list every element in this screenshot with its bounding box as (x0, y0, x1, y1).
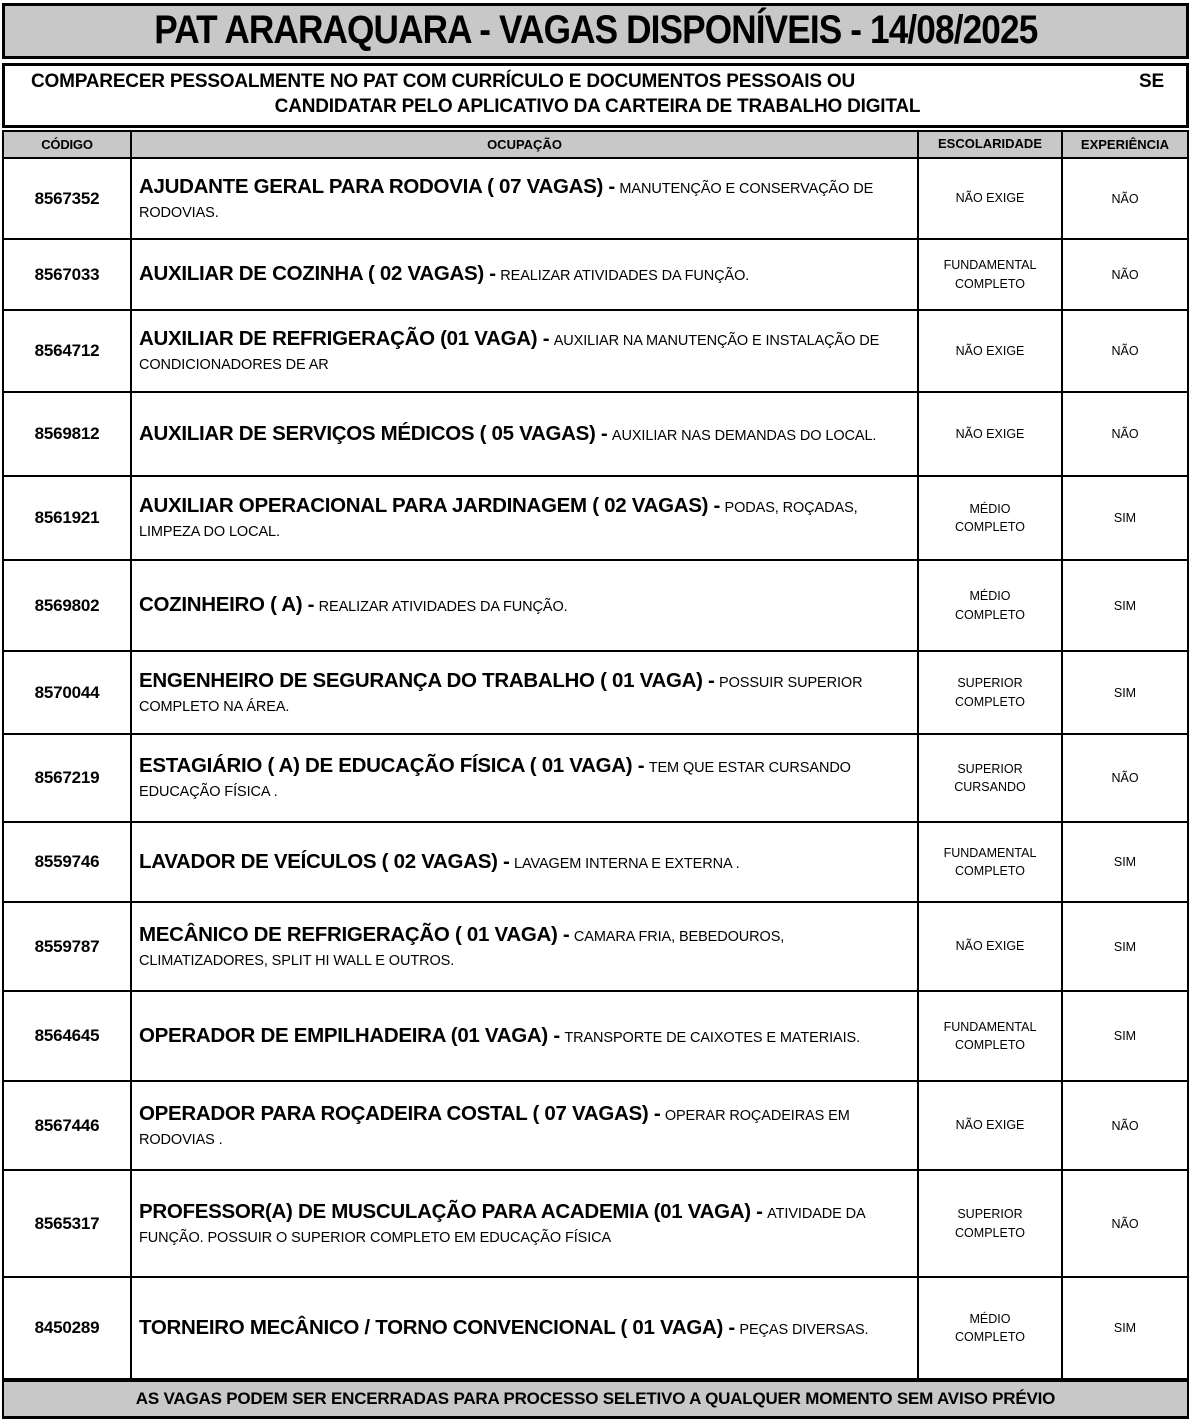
notice-line-1 (31, 71, 1164, 93)
job-occupation-text (139, 848, 740, 877)
job-education-value: NÃO EXIGE (955, 939, 1025, 954)
header-experiencia: EXPERIÊNCIA (1063, 132, 1187, 157)
job-education-cell (919, 1278, 1063, 1378)
table-row (4, 1082, 1187, 1171)
job-occupation-text (139, 1022, 860, 1051)
job-experience-cell (1063, 992, 1187, 1080)
table-row (4, 903, 1187, 992)
job-description: CAMARA FRIA, BEBEDOUROS, CLIMATIZADORES, SPLIT HI WALL E OUTROS. (139, 928, 785, 969)
table-header-row (4, 132, 1187, 159)
job-experience-value: SIM (1113, 685, 1137, 700)
job-occupation-cell (132, 823, 919, 901)
job-experience-cell (1063, 477, 1187, 559)
job-occupation-cell (132, 903, 919, 990)
job-education-value: SUPERIOR COMPLETO (955, 676, 1025, 709)
job-education-value: FUNDAMENTAL COMPLETO (943, 1019, 1037, 1052)
page-title: PAT ARARAQUARA - VAGAS DISPONÍVEIS - 14/08/2025 (153, 8, 1038, 52)
job-description: REALIZAR ATIVIDADES DA FUNÇÃO. (500, 268, 750, 285)
job-occupation-text (139, 591, 568, 620)
job-education-value: MÉDIO COMPLETO (955, 1311, 1025, 1344)
job-code: 8450289 (4, 1278, 132, 1378)
job-code: 8564645 (4, 992, 132, 1080)
job-description: OPERAR ROÇADEIRAS EM RODOVIAS . (139, 1107, 850, 1148)
job-education-cell (919, 159, 1063, 238)
job-code: 8569812 (4, 393, 132, 475)
job-code: 8559787 (4, 903, 132, 990)
job-description: AUXILIAR NA MANUTENÇÃO E INSTALAÇÃO DE CONDICIONADORES DE AR (139, 333, 880, 374)
job-code: 8564712 (4, 311, 132, 391)
job-occupation-text (139, 325, 905, 376)
job-experience-value: SIM (1113, 598, 1137, 613)
job-code: 8567446 (4, 1082, 132, 1169)
table-row (4, 561, 1187, 652)
job-occupation-cell (132, 1082, 919, 1169)
table-body (4, 159, 1187, 1378)
table-row (4, 1278, 1187, 1378)
job-occupation-text (139, 921, 905, 972)
notice-line-2: CANDIDATAR PELO APLICATIVO DA CARTEIRA DE TRABALHO DIGITAL (274, 96, 921, 117)
job-occupation-cell (132, 240, 919, 309)
job-experience-cell (1063, 823, 1187, 901)
job-occupation-cell (132, 1278, 919, 1378)
job-description: PEÇAS DIVERSAS. (739, 1321, 869, 1338)
job-experience-value: NÃO (1111, 1118, 1139, 1133)
job-education-value: FUNDAMENTAL COMPLETO (943, 258, 1037, 291)
job-occupation-text (139, 1314, 868, 1343)
job-experience-value: NÃO (1111, 427, 1139, 441)
table-row (4, 992, 1187, 1082)
job-description: AUXILIAR NAS DEMANDAS DO LOCAL. (611, 427, 877, 444)
job-title: PROFESSOR(A) DE MUSCULAÇÃO PARA ACADEMIA (01 VAGA) - (139, 1199, 763, 1223)
job-description: TRANSPORTE DE CAIXOTES E MATERIAIS. (564, 1029, 861, 1046)
job-occupation-text (139, 667, 905, 718)
job-title: OPERADOR PARA ROÇADEIRA COSTAL ( 07 VAGAS) - (139, 1101, 661, 1125)
job-description: LAVAGEM INTERNA E EXTERNA . (513, 855, 740, 872)
job-education-cell (919, 735, 1063, 821)
job-education-cell (919, 823, 1063, 901)
job-occupation-cell (132, 477, 919, 559)
job-experience-cell (1063, 1082, 1187, 1169)
job-experience-cell (1063, 393, 1187, 475)
job-experience-cell (1063, 1278, 1187, 1378)
job-code: 8567352 (4, 159, 132, 238)
job-title: ENGENHEIRO DE SEGURANÇA DO TRABALHO ( 01 VAGA) - (139, 668, 715, 692)
job-code: 8559746 (4, 823, 132, 901)
job-occupation-text (139, 260, 749, 289)
job-education-cell (919, 992, 1063, 1080)
job-description: PODAS, ROÇADAS, LIMPEZA DO LOCAL. (139, 500, 858, 541)
notice-line-1-right-text: SE (1139, 71, 1164, 92)
job-education-value: SUPERIOR CURSANDO (954, 761, 1026, 794)
job-experience-value: NÃO (1111, 267, 1139, 282)
job-occupation-text (139, 492, 905, 543)
job-title: OPERADOR DE EMPILHADEIRA (01 VAGA) - (139, 1023, 560, 1047)
table-row (4, 393, 1187, 477)
table-row (4, 652, 1187, 735)
job-experience-value: SIM (1113, 939, 1137, 954)
job-experience-value: SIM (1113, 1321, 1137, 1335)
job-education-cell (919, 652, 1063, 733)
job-occupation-text (139, 173, 905, 224)
job-education-value: MÉDIO COMPLETO (955, 589, 1025, 622)
job-code: 8565317 (4, 1171, 132, 1276)
job-education-value: FUNDAMENTAL COMPLETO (943, 845, 1037, 878)
job-experience-value: NÃO (1111, 344, 1139, 358)
job-education-cell (919, 240, 1063, 309)
table-row (4, 1171, 1187, 1278)
job-experience-cell (1063, 240, 1187, 309)
job-education-cell (919, 561, 1063, 650)
job-experience-cell (1063, 735, 1187, 821)
jobs-table (2, 130, 1189, 1380)
job-experience-cell (1063, 311, 1187, 391)
job-occupation-cell (132, 1171, 919, 1276)
job-description: POSSUIR SUPERIOR COMPLETO NA ÁREA. (139, 674, 863, 715)
header-codigo: CÓDIGO (4, 132, 132, 157)
job-occupation-cell (132, 992, 919, 1080)
header-escolaridade: ESCOLARIDADE (919, 132, 1063, 157)
job-description: ATIVIDADE DA FUNÇÃO. POSSUIR O SUPERIOR COMPLETO EM EDUCAÇÃO FÍSICA (139, 1205, 865, 1246)
job-title: MECÂNICO DE REFRIGERAÇÃO ( 01 VAGA) - (139, 922, 570, 946)
job-education-cell (919, 1171, 1063, 1276)
table-row (4, 823, 1187, 903)
table-row (4, 159, 1187, 240)
job-code: 8567219 (4, 735, 132, 821)
job-education-value: MÉDIO COMPLETO (955, 501, 1025, 534)
job-title: AJUDANTE GERAL PARA RODOVIA ( 07 VAGAS) - (139, 174, 615, 198)
table-row (4, 240, 1187, 311)
header-ocupacao: OCUPAÇÃO (132, 132, 919, 157)
job-experience-value: NÃO (1111, 771, 1139, 785)
job-education-cell (919, 477, 1063, 559)
job-title: ESTAGIÁRIO ( A) DE EDUCAÇÃO FÍSICA ( 01 VAGA) - (139, 754, 645, 778)
job-occupation-text (139, 1198, 905, 1249)
job-description: TEM QUE ESTAR CURSANDO EDUCAÇÃO FÍSICA . (139, 760, 851, 801)
job-title: AUXILIAR DE COZINHA ( 02 VAGAS) - (139, 262, 496, 286)
job-education-value: NÃO EXIGE (955, 191, 1025, 206)
table-row (4, 311, 1187, 393)
job-experience-cell (1063, 652, 1187, 733)
job-description: REALIZAR ATIVIDADES DA FUNÇÃO. (318, 599, 568, 616)
job-occupation-cell (132, 652, 919, 733)
job-title: TORNEIRO MECÂNICO / TORNO CONVENCIONAL ( 01 VAGA) - (139, 1315, 735, 1339)
job-education-value: NÃO EXIGE (955, 343, 1025, 358)
table-row (4, 477, 1187, 561)
job-code: 8569802 (4, 561, 132, 650)
job-description: MANUTENÇÃO E CONSERVAÇÃO DE RODOVIAS. (139, 180, 874, 221)
job-education-cell (919, 903, 1063, 990)
job-experience-value: NÃO (1111, 1216, 1139, 1231)
job-education-cell (919, 311, 1063, 391)
job-occupation-cell (132, 159, 919, 238)
job-code: 8561921 (4, 477, 132, 559)
job-experience-cell (1063, 561, 1187, 650)
job-experience-value: SIM (1113, 855, 1137, 869)
job-occupation-text (139, 1100, 905, 1151)
job-education-cell (919, 393, 1063, 475)
job-education-cell (919, 1082, 1063, 1169)
job-education-value: NÃO EXIGE (955, 1118, 1025, 1133)
job-title: AUXILIAR OPERACIONAL PARA JARDINAGEM ( 02 VAGAS) - (139, 494, 721, 518)
job-experience-value: SIM (1113, 1029, 1137, 1043)
job-education-value: NÃO EXIGE (955, 426, 1025, 441)
job-code: 8567033 (4, 240, 132, 309)
job-experience-value: SIM (1113, 511, 1137, 525)
table-row (4, 735, 1187, 823)
job-title: COZINHEIRO ( A) - (139, 593, 315, 617)
job-occupation-text (139, 752, 905, 803)
notice-line-1-text: COMPARECER PESSOALMENTE NO PAT COM CURRÍCULO E DOCUMENTOS PESSOAIS OU (31, 71, 856, 92)
job-code: 8570044 (4, 652, 132, 733)
job-experience-value: NÃO (1111, 191, 1139, 206)
job-title: AUXILIAR DE SERVIÇOS MÉDICOS ( 05 VAGAS) - (139, 421, 608, 445)
job-experience-cell (1063, 903, 1187, 990)
footer-notice: AS VAGAS PODEM SER ENCERRADAS PARA PROCESSO SELETIVO A QUALQUER MOMENTO SEM AVISO PRÉVIO (2, 1380, 1189, 1419)
job-title: LAVADOR DE VEÍCULOS ( 02 VAGAS) - (139, 849, 510, 873)
job-occupation-cell (132, 561, 919, 650)
job-title: AUXILIAR DE REFRIGERAÇÃO (01 VAGA) - (139, 327, 550, 351)
job-occupation-cell (132, 393, 919, 475)
job-occupation-cell (132, 311, 919, 391)
title-bar (2, 3, 1189, 59)
notice-box (2, 63, 1189, 128)
job-occupation-text (139, 420, 876, 449)
job-occupation-cell (132, 735, 919, 821)
job-experience-cell (1063, 1171, 1187, 1276)
job-education-value: SUPERIOR COMPLETO (955, 1207, 1025, 1240)
job-experience-cell (1063, 159, 1187, 238)
